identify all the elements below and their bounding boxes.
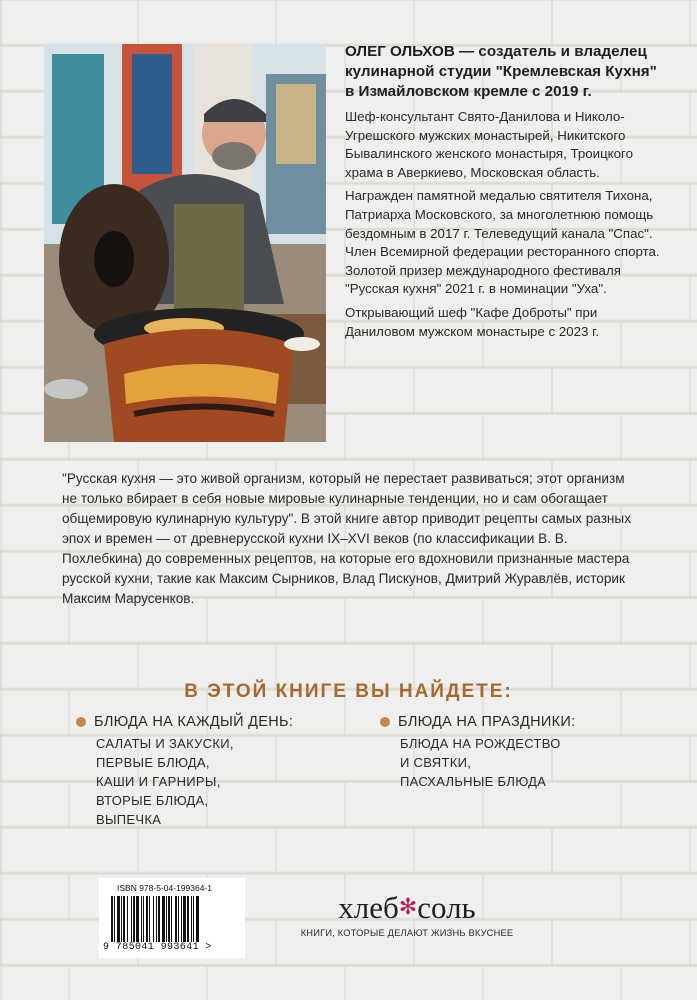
contents-heading: В ЭТОЙ КНИГЕ ВЫ НАЙДЕТЕ: [184,681,513,702]
barcode-bars [111,896,233,942]
holiday-dishes-section [380,714,660,791]
bullet-dot-icon [76,717,86,727]
list-item: ПАСХАЛЬНЫЕ БЛЮДА [400,774,547,789]
list-item: ВЫПЕЧКА [96,812,162,827]
everyday-dishes-section [76,714,356,829]
list-item: САЛАТЫ И ЗАКУСКИ, [96,736,234,751]
publisher-tagline: КНИГИ, КОТОРЫЕ ДЕЛАЮТ ЖИЗНЬ ВКУСНЕЕ [300,928,514,938]
barcode [99,878,245,958]
bio-lead: ОЛЕГ ОЛЬХОВ — создатель и владелец кулинарной студии "Кремлевская Кухня" в Измайловском кремле с 2019 г. [345,43,657,100]
holiday-dishes-list [400,734,660,791]
flower-icon: ✻ [398,894,418,919]
everyday-dishes-list [96,734,356,829]
list-item: ПЕРВЫЕ БЛЮДА, [96,755,210,770]
bio-paragraph: Шеф-консультант Свято-Данилова и Николо-Угрешского мужских монастырей, Никитского Бывалинского женского монастыря, Троицкого храма в Аверкиево, Московская область. [345,109,633,180]
section-heading: БЛЮДА НА ПРАЗДНИКИ: [398,714,576,730]
list-item: КАШИ И ГАРНИРЫ, [96,774,221,789]
bullet-dot-icon [380,717,390,727]
list-item: И СВЯТКИ, [400,755,472,770]
isbn-text: ISBN 978-5-04-199364-1 [117,883,212,893]
author-bio [345,42,667,346]
publisher-logo [292,890,522,938]
bio-paragraph: Награжден памятной медалью святителя Тихона, Патриарха Московского, за многолетнюю помощь бездомным в 2017 г. Телеведущий канала "Спас". Член Всемирной федерации ресторанного спорта. Золотой призер международного фестиваля "Русская кухня" 2021 г. в номинации "Уха". [345,188,660,297]
list-item: ВТОРЫЕ БЛЮДА, [96,793,209,808]
barcode-digits: 9 785041 993641 > [103,942,212,953]
list-item: БЛЮДА НА РОЖДЕСТВО [400,736,561,751]
bio-paragraph: Открывающий шеф "Кафе Доброты" при Даниловом мужском монастыре с 2023 г. [345,304,600,339]
section-heading: БЛЮДА НА КАЖДЫЙ ДЕНЬ: [94,714,294,730]
book-description-quote: "Русская кухня — это живой организм, который не перестает развиваться; этот организм не только вбирает в себя новые мировые кулинарные тенденции, но и сам обогащает общемировую кулинарную культуру". В этой книге автор приводит рецепты самых разных эпох и времен — от древнерусской кухни IX–XVI веков (по классификации В. В. Похлебкина) до современных рецептов, на которые его вдохновили признанные мастера русской кухни, такие как Максим Сырников, Влад Пискунов, Дмитрий Журавлёв, историк Максим Марусенков. [62,471,631,606]
publisher-name: хлеб✻соль [338,890,476,925]
author-photo [44,44,326,442]
